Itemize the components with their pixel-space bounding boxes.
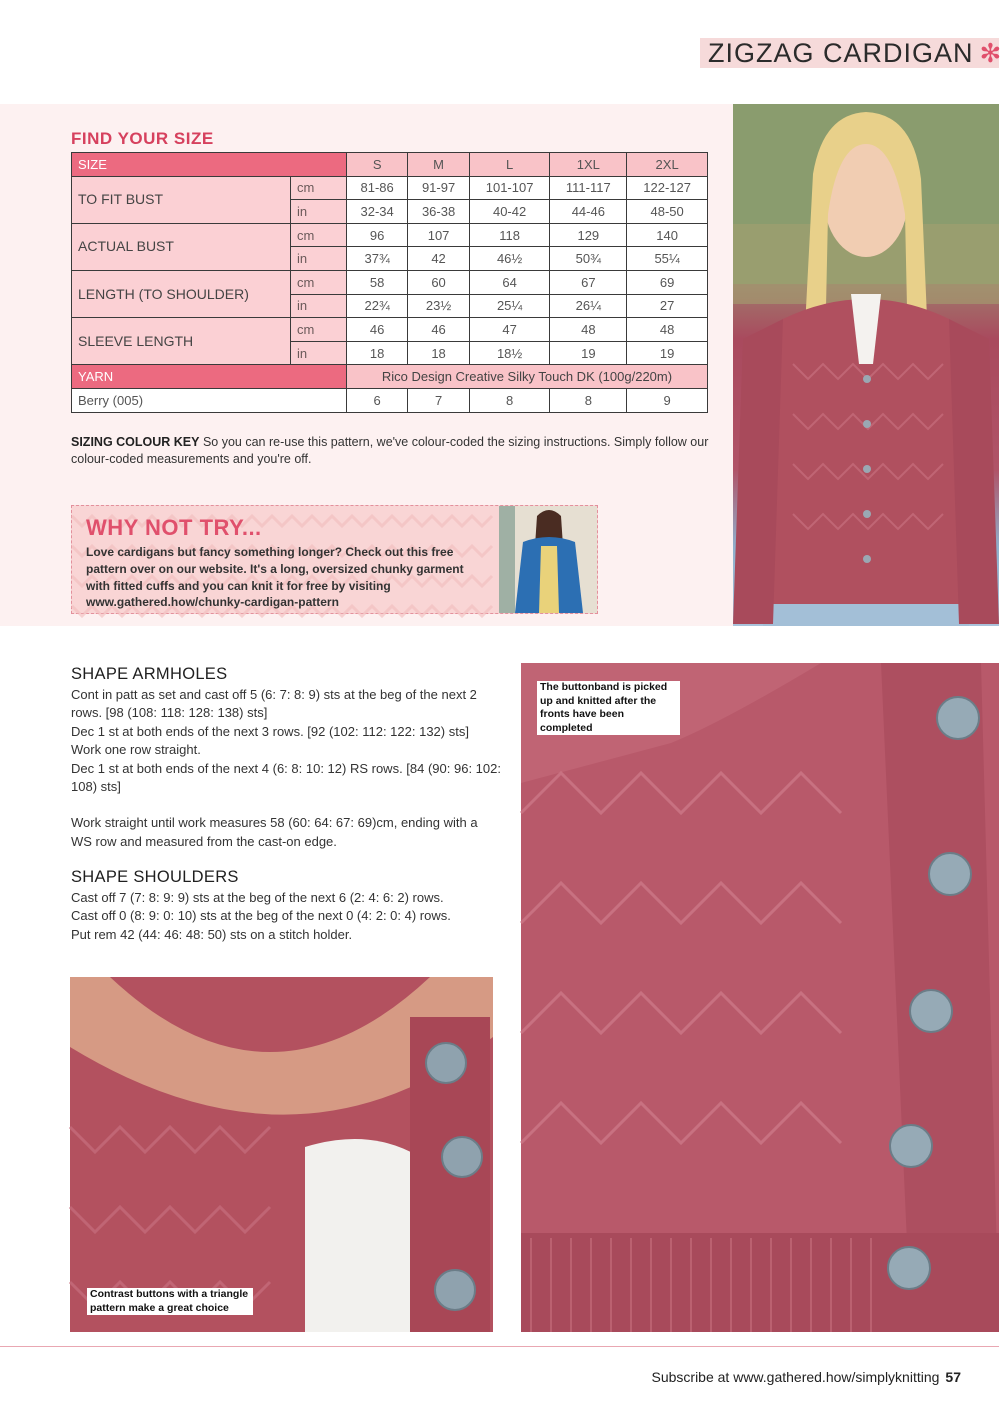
table-cell: 27 xyxy=(627,294,708,318)
shape-armholes-text xyxy=(71,686,501,851)
table-cell: 18½ xyxy=(469,341,550,365)
sizing-key-text: So you can re-use this pattern, we've colour-coded the sizing instructions. Simply follow our colour-coded measurements and you're off. xyxy=(71,435,709,466)
table-cell: 81-86 xyxy=(346,176,407,200)
table-cell: 47 xyxy=(469,318,550,342)
table-cell: 48 xyxy=(550,318,627,342)
yarn-row xyxy=(72,365,708,389)
page-title-text: ZIGZAG CARDIGAN xyxy=(708,38,974,68)
table-row xyxy=(72,270,708,294)
table-cell: 50¾ xyxy=(550,247,627,271)
table-cell: 18 xyxy=(408,341,469,365)
promo-photo-art xyxy=(499,506,597,613)
instruction-line: Work straight until work measures 58 (60: 64: 67: 69)cm, ending with a WS row and measured from the cast-on edge. xyxy=(71,815,478,849)
table-cell: 55¼ xyxy=(627,247,708,271)
table-cell: 58 xyxy=(346,270,407,294)
size-col-s: S xyxy=(346,153,407,177)
shape-shoulders-heading: SHAPE SHOULDERS xyxy=(71,868,239,886)
table-cell: 42 xyxy=(408,247,469,271)
size-col-2xl: 2XL xyxy=(627,153,708,177)
table-cell: 122-127 xyxy=(627,176,708,200)
buttons-caption: Contrast buttons with a triangle pattern make a great choice xyxy=(87,1288,253,1315)
shape-shoulders-text xyxy=(71,889,501,944)
buttonband-caption: The buttonband is picked up and knitted after the fronts have been completed xyxy=(537,681,680,735)
table-cell: 69 xyxy=(627,270,708,294)
table-cell: 67 xyxy=(550,270,627,294)
table-cell: 6 xyxy=(346,388,407,412)
unit-cm: cm xyxy=(290,318,346,342)
yarn-name: Rico Design Creative Silky Touch DK (100g/220m) xyxy=(346,365,707,389)
table-cell: 48 xyxy=(627,318,708,342)
table-cell: 36-38 xyxy=(408,200,469,224)
size-col-l: L xyxy=(469,153,550,177)
table-cell: 107 xyxy=(408,223,469,247)
table-cell: 140 xyxy=(627,223,708,247)
table-cell: 64 xyxy=(469,270,550,294)
why-not-try-box xyxy=(71,505,598,614)
table-cell: 129 xyxy=(550,223,627,247)
table-cell: 25¼ xyxy=(469,294,550,318)
instruction-line: Work one row straight. xyxy=(71,742,201,758)
table-cell: 40-42 xyxy=(469,200,550,224)
model-photo xyxy=(733,104,999,626)
instruction-line: Cont in patt as set and cast off 5 (6: 7: 8: 9) sts at the beg of the next 2 rows. [98 (108: 118: 128: 138) sts] xyxy=(71,687,477,721)
table-cell: 18 xyxy=(346,341,407,365)
promo-photo xyxy=(499,506,597,613)
table-cell: 9 xyxy=(627,388,708,412)
row-label-actual-bust: ACTUAL BUST xyxy=(72,223,291,270)
table-cell: 23½ xyxy=(408,294,469,318)
sizing-colour-key xyxy=(71,434,711,468)
model-photo-art xyxy=(733,104,999,626)
table-cell: 19 xyxy=(627,341,708,365)
shape-armholes-heading: SHAPE ARMHOLES xyxy=(71,665,228,683)
size-col-m: M xyxy=(408,153,469,177)
instruction-line: Put rem 42 (44: 46: 48: 50) sts on a stitch holder. xyxy=(71,926,353,942)
table-cell: 37¾ xyxy=(346,247,407,271)
table-cell: 46 xyxy=(408,318,469,342)
unit-in: in xyxy=(290,247,346,271)
size-header-row xyxy=(72,153,708,177)
instruction-line: Dec 1 st at both ends of the next 4 (6: 8: 10: 12) RS rows. [84 (90: 96: 102: 108) sts] xyxy=(71,760,501,795)
table-cell: 8 xyxy=(550,388,627,412)
row-label-to-fit-bust: TO FIT BUST xyxy=(72,176,291,223)
instruction-line: Cast off 0 (8: 9: 0: 10) sts at the beg of the next 0 (4: 2: 0: 4) rows. xyxy=(71,908,451,924)
table-cell: 26¼ xyxy=(550,294,627,318)
table-cell: 118 xyxy=(469,223,550,247)
table-cell: 32-34 xyxy=(346,200,407,224)
instruction-line: Dec 1 st at both ends of the next 3 rows. [92 (102: 112: 122: 132) sts] xyxy=(71,723,469,739)
table-cell: 60 xyxy=(408,270,469,294)
footer-divider xyxy=(0,1346,999,1347)
row-label-sleeve-length: SLEEVE LENGTH xyxy=(72,318,291,365)
table-cell: 96 xyxy=(346,223,407,247)
unit-cm: cm xyxy=(290,223,346,247)
table-row xyxy=(72,176,708,200)
table-cell: 91-97 xyxy=(408,176,469,200)
unit-cm: cm xyxy=(290,176,346,200)
promo-title: WHY NOT TRY... xyxy=(86,515,262,540)
buttonband-photo xyxy=(521,663,999,1332)
table-cell: 111-117 xyxy=(550,176,627,200)
unit-in: in xyxy=(290,341,346,365)
unit-cm: cm xyxy=(290,270,346,294)
table-row xyxy=(72,223,708,247)
table-cell: 101-107 xyxy=(469,176,550,200)
buttonband-art xyxy=(521,663,999,1332)
neckline-closeup-art xyxy=(70,977,493,1332)
page-number: 57 xyxy=(945,1369,961,1385)
sizing-key-label: SIZING COLOUR KEY xyxy=(71,435,200,449)
unit-in: in xyxy=(290,294,346,318)
table-cell: 19 xyxy=(550,341,627,365)
size-header-label: SIZE xyxy=(72,153,347,177)
instruction-line: Cast off 7 (7: 8: 9: 9) sts at the beg of the next 6 (2: 4: 6: 2) rows. xyxy=(71,890,444,905)
table-cell: 7 xyxy=(408,388,469,412)
table-cell: 46½ xyxy=(469,247,550,271)
shade-row xyxy=(72,388,708,412)
table-cell: 46 xyxy=(346,318,407,342)
shade-label: Berry (005) xyxy=(72,388,347,412)
size-table-title: FIND YOUR SIZE xyxy=(71,129,214,148)
yarn-label: YARN xyxy=(72,365,347,389)
flower-icon: ✻ xyxy=(979,38,1002,68)
table-cell: 8 xyxy=(469,388,550,412)
neckline-closeup-photo xyxy=(70,977,493,1332)
size-table xyxy=(71,152,708,413)
table-cell: 44-46 xyxy=(550,200,627,224)
table-cell: 22¾ xyxy=(346,294,407,318)
table-row xyxy=(72,318,708,342)
page-title xyxy=(700,38,1002,68)
unit-in: in xyxy=(290,200,346,224)
row-label-length: LENGTH (TO SHOULDER) xyxy=(72,270,291,317)
table-cell: 48-50 xyxy=(627,200,708,224)
promo-text: Love cardigans but fancy something longer? Check out this free pattern over on our website. It's a long, oversized chunky garment with fitted cuffs and you can knit it for free by visiting www.gathered.how/chunky-cardigan-pattern xyxy=(86,545,464,610)
footer xyxy=(652,1369,962,1385)
size-col-1xl: 1XL xyxy=(550,153,627,177)
footer-subscribe-text: Subscribe at www.gathered.how/simplyknitting xyxy=(651,1369,940,1385)
